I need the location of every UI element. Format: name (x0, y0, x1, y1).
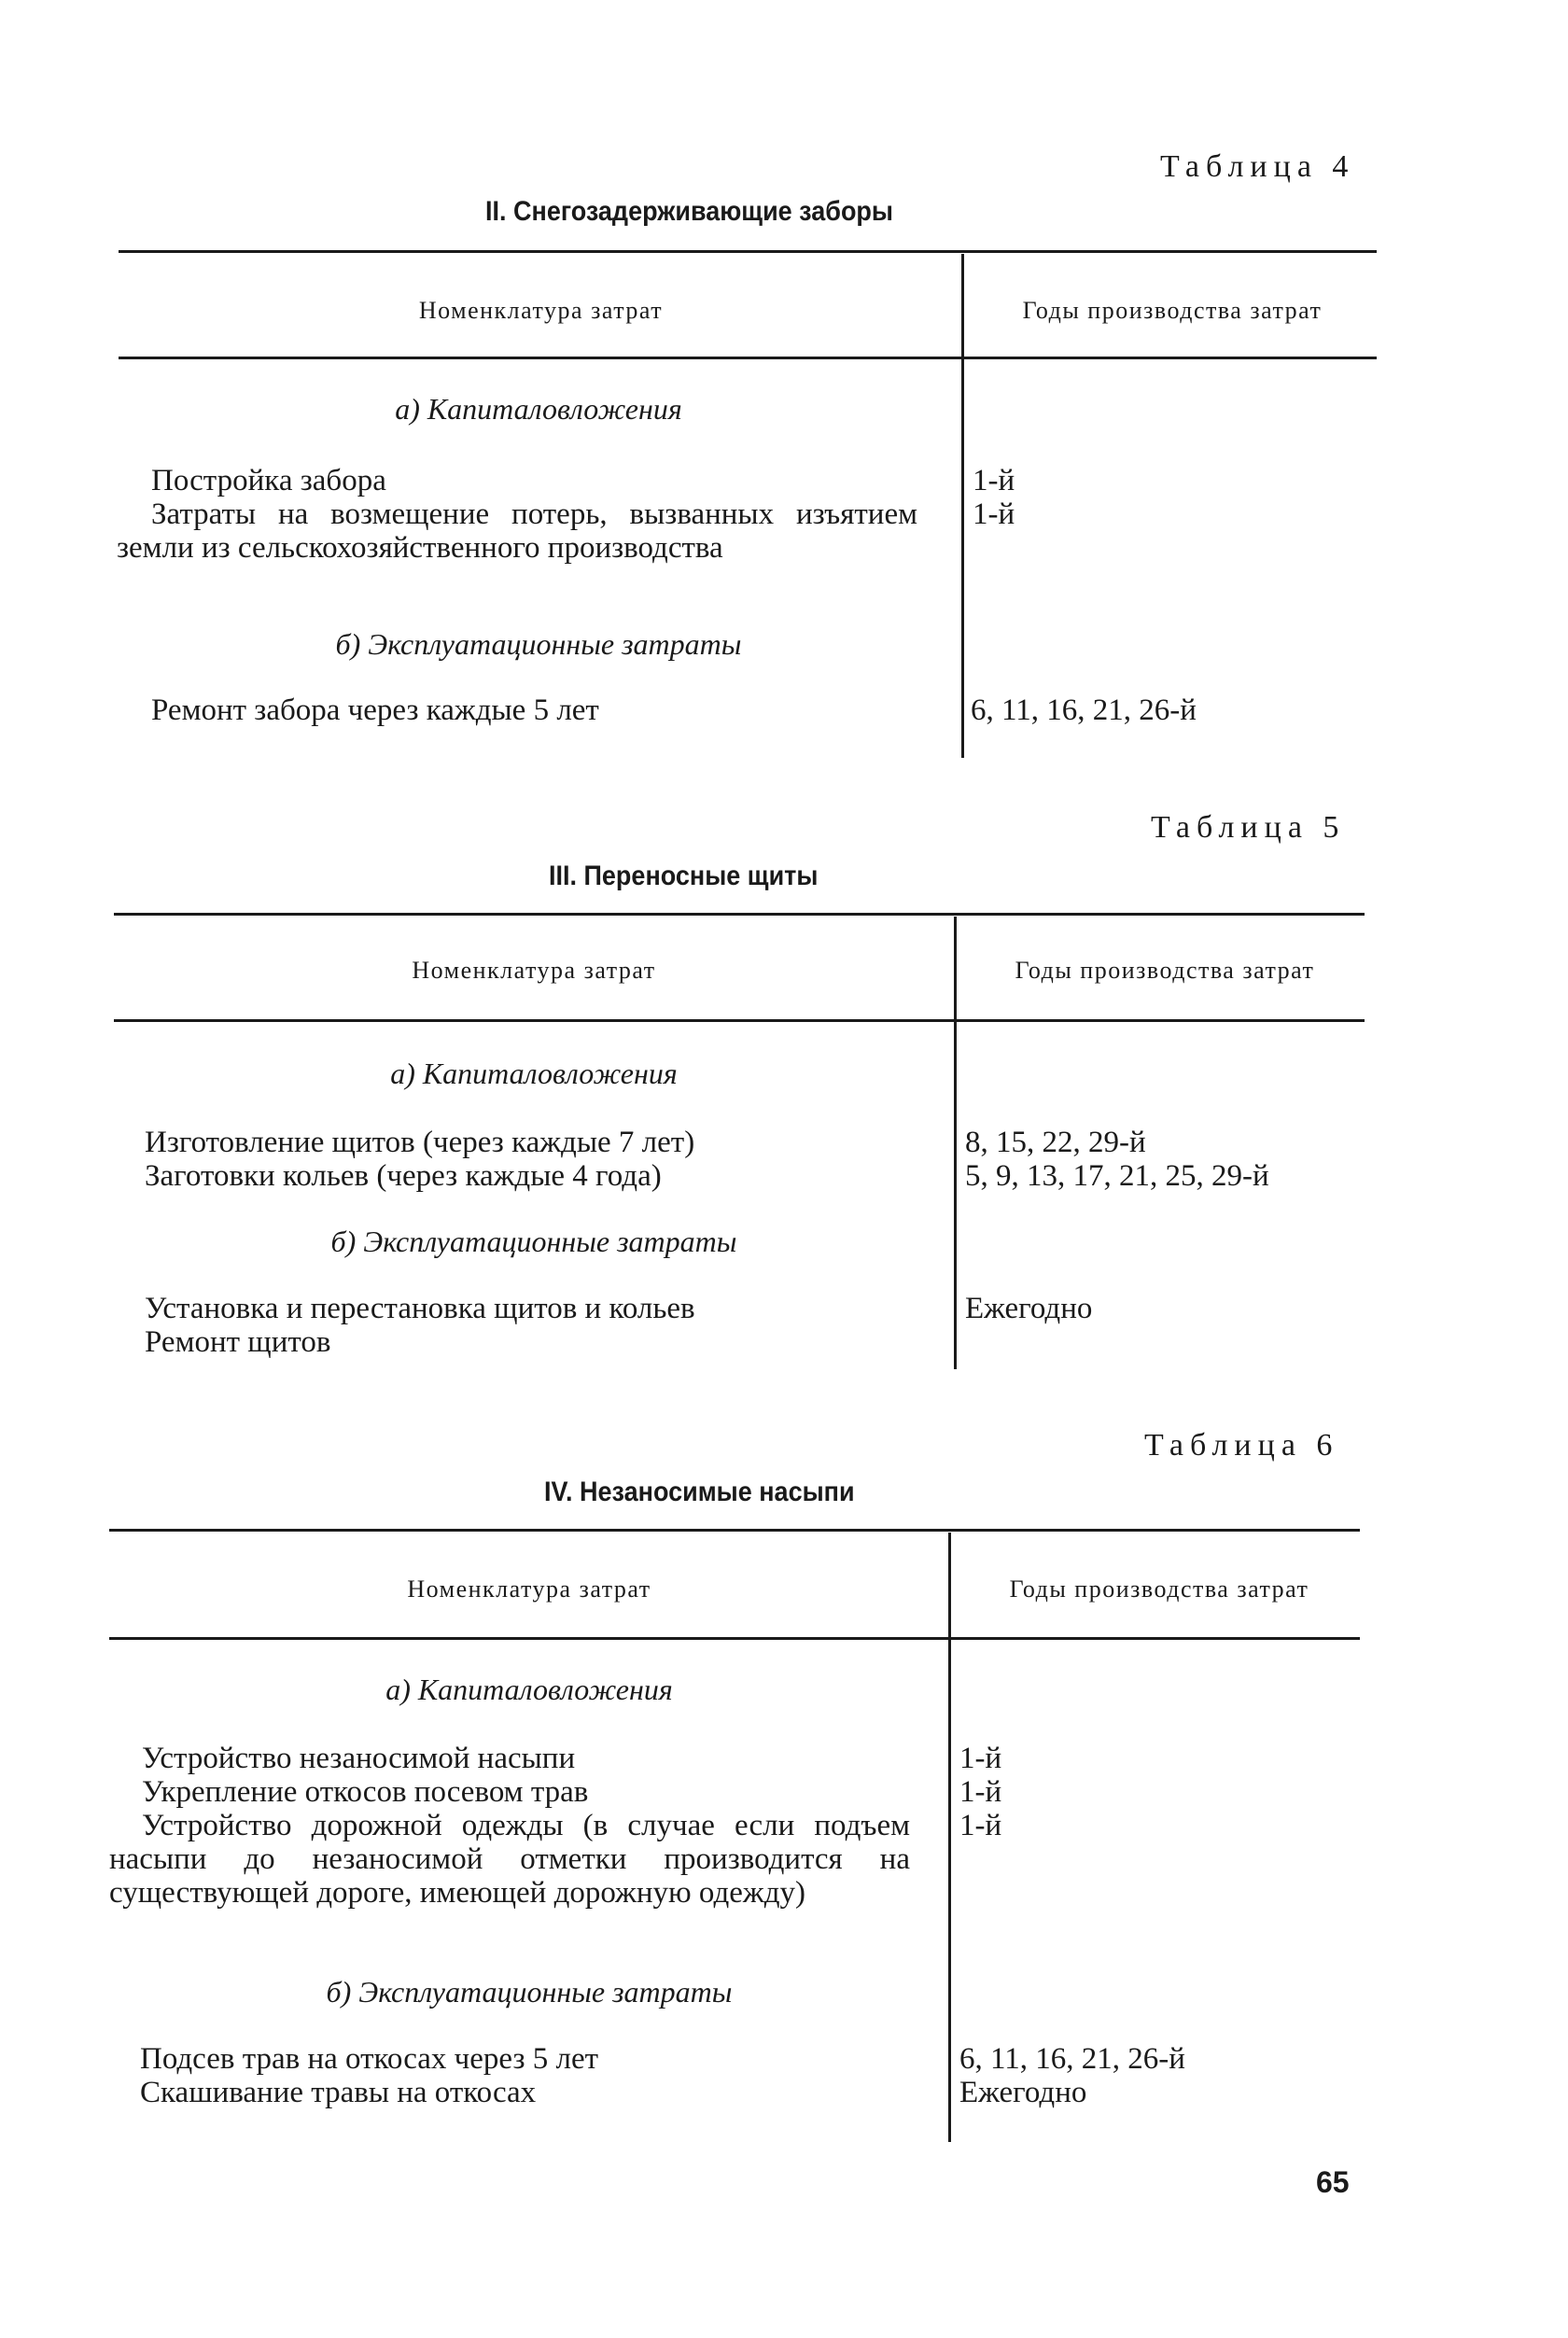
table-row-text: Изготовление щитов (через каждые 7 лет) (145, 1126, 695, 1159)
table-row-years: 1-й (973, 464, 1015, 497)
subheading-operating: б) Эксплуатационные затраты (335, 627, 742, 661)
table-row-text: Скашивание травы на откосах (140, 2076, 537, 2109)
table-title: IV. Незаносимые насыпи (544, 1477, 855, 1507)
table-row-text: Постройка забора (151, 464, 386, 497)
rule-top (119, 250, 1377, 253)
subheading-operating: б) Эксплуатационные затраты (330, 1225, 737, 1258)
table-label: Таблица 6 (1144, 1428, 1339, 1463)
subheading-capital: а) Капиталовложения (395, 392, 682, 426)
subheading-capital: а) Капиталовложения (385, 1673, 673, 1706)
column-divider (961, 359, 964, 758)
table-row-years: 5, 9, 13, 17, 21, 25, 29-й (965, 1159, 1269, 1193)
subheading-operating: б) Эксплуатационные затраты (326, 1975, 733, 2009)
column-divider (961, 254, 964, 357)
table-row-text: Ремонт щитов (145, 1325, 331, 1359)
rule-header (119, 357, 1377, 359)
subheading-capital: а) Капиталовложения (390, 1057, 678, 1090)
page-number: 65 (1316, 2165, 1350, 2199)
column-header-nomenclature: Номенклатура затрат (407, 1575, 651, 1603)
column-header-nomenclature: Номенклатура затрат (412, 957, 656, 984)
column-header-years: Годы производства затрат (1009, 1575, 1309, 1603)
table-label: Таблица 5 (1151, 810, 1346, 845)
table-row-text: Установка и перестановка щитов и кольев (145, 1292, 695, 1325)
rule-header (109, 1637, 1360, 1640)
table-row-text: Подсев трав на откосах через 5 лет (140, 2042, 599, 2076)
table-row-text: Ремонт забора через каждые 5 лет (151, 693, 599, 727)
table-title: II. Снегозадерживающие заборы (485, 196, 893, 227)
table-row-text: Укрепление откосов посевом трав (142, 1775, 589, 1809)
table-row-years: Ежегодно (965, 1292, 1093, 1325)
table-row-text: Затраты на возмещение потерь, вызванных изъятием земли из сельскохозяйственного производства (117, 497, 917, 565)
column-divider (954, 1022, 957, 1369)
table-row-years: 6, 11, 16, 21, 26-й (971, 693, 1197, 727)
column-header-years: Годы производства затрат (1022, 297, 1323, 324)
column-header-years: Годы производства затрат (1015, 957, 1315, 984)
column-divider (948, 1640, 951, 2142)
rule-top (114, 913, 1365, 916)
table-row-text: Устройство дорожной одежды (в случае если подъем насыпи до незаносимой отметки производится на существующей дороге, имеющей дорожную одежду) (109, 1809, 910, 1910)
table-row-years: 1-й (959, 1742, 1002, 1775)
column-divider (948, 1533, 951, 1637)
table-label: Таблица 4 (1160, 149, 1355, 184)
table-row-years: 1-й (973, 497, 1015, 531)
table-row-years: Ежегодно (959, 2076, 1087, 2109)
rule-top (109, 1529, 1360, 1532)
column-divider (954, 917, 957, 1019)
table-row-years: 1-й (959, 1775, 1002, 1809)
column-header-nomenclature: Номенклатура затрат (418, 297, 664, 324)
table-row-years: 8, 15, 22, 29-й (965, 1126, 1146, 1159)
table-row-text: Заготовки кольев (через каждые 4 года) (145, 1159, 662, 1193)
table-row-years: 6, 11, 16, 21, 26-й (959, 2042, 1185, 2076)
table-title: III. Переносные щиты (549, 861, 819, 891)
table-row-text: Устройство незаносимой насыпи (142, 1742, 576, 1775)
table-row-years: 1-й (959, 1809, 1002, 1842)
rule-header (114, 1019, 1365, 1022)
